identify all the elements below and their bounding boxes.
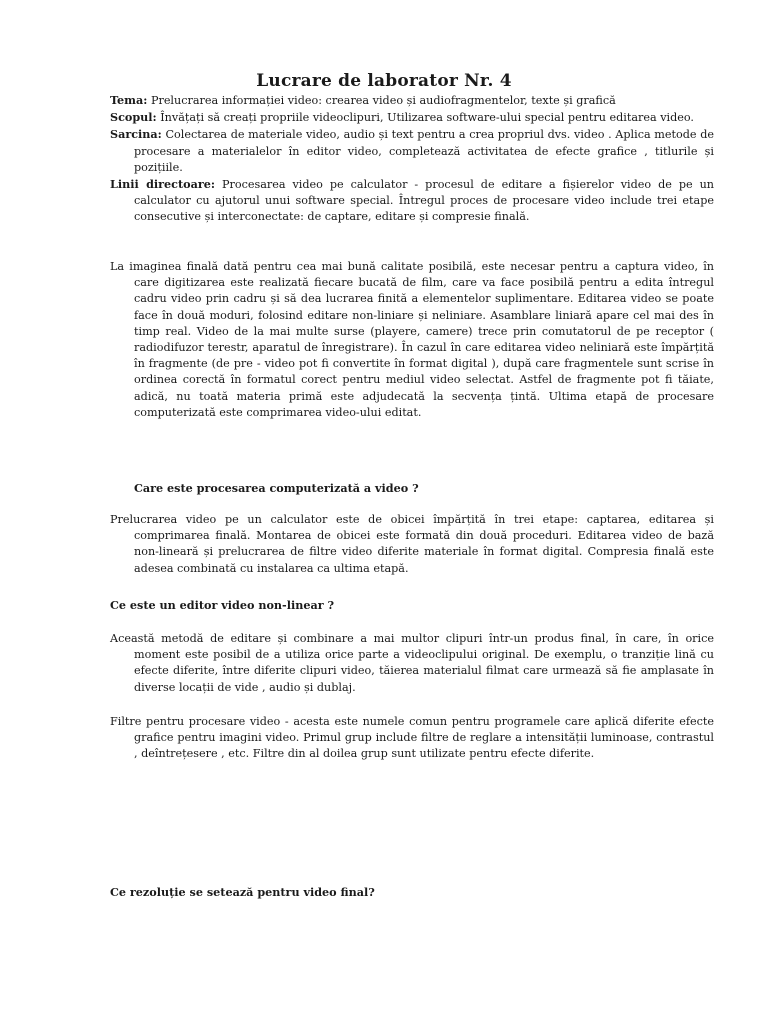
paragraph-filters: Filtre pentru procesare video - acesta este numele comun pentru programele care aplică diferite efecte grafice pentru imagini video. Primul grup include filtre de reglare a intensității luminoase, contrastul , deîntrețesere , etc. Filtre din al doilea grup sunt utilizate pentru efecte diferite. (110, 715, 714, 761)
linii-directoare-text: Procesarea video pe calculator - procesul de editare a fișierelor video de pe un calculator cu ajutorul unui software special. Întregul proces de procesare video include trei etape consecutive și interconectate: de captare, editare și compresie finală. (134, 178, 715, 224)
header-section (110, 92, 714, 226)
tema-text: Prelucrarea informației video: crearea video și audiofragmentelor, texte și grafică (150, 94, 616, 107)
answer-1-block (110, 512, 714, 577)
tema-label: Tema: (110, 93, 148, 107)
answer-2-block (110, 631, 714, 696)
linii-directoare-label: Linii directoare: (110, 177, 215, 192)
page-title: Lucrare de laborator Nr. 4 (256, 71, 512, 91)
paragraph-1: La imaginea finală dată pentru cea mai bună calitate posibilă, este necesar pentru a captura video, în care digitizarea este realizată fiecare bucată de film, care va face posibilă pentru a edita întregul cadru video prin cadru și să dea lucrarea finită a elementelor suplimentare. Editarea video se poate face în două moduri, folosind editare non-liniare și neliniare. Asamblare liniară apare cel mai des în timp real. Video de la mai multe surse (playere, camere) trece prin comutatorul de pe receptor ( radiodifuzor terestr, aparatul de înregistrare). În cazul în care editarea video neliniară este împărțită în fragmente (de pre - video pot fi convertite în format digital ), după care fragmentele sunt scrise în ordinea corectă în formatul corect pentru mediul video selectat. Astfel de fragmente pot fi tăiate, adică, nu toată materia primă este adjudecată la secvența țintă. Ultima etapă de procesare computerizată este comprimarea video-ului editat. (110, 260, 714, 419)
paragraph-editing (110, 259, 714, 421)
question-1-block (110, 480, 714, 496)
scopul-line (110, 109, 714, 126)
tema-line (110, 92, 714, 109)
question-3-block (110, 884, 714, 900)
linii-directoare-line (110, 176, 714, 226)
question-2-block (110, 597, 714, 613)
sarcina-label: Sarcina: (110, 127, 162, 142)
answer-2: Această metodă de editare și combinare a mai multor clipuri într-un produs final, în care, în orice moment este posibil de a utiliza orice parte a videoclipului original. De exemplu, o tranziție lină cu efecte diferite, între diferite clipuri video, tăierea materialul filmat care urmează să fie amplasate în diverse locații de vide , audio și dublaj. (110, 632, 714, 694)
sarcina-text: Colectarea de materiale video, audio și text pentru a crea propriul dvs. video . Aplica metode de procesare a materialelor în editor video, completează activitatea de efecte grafice , titlurile și pozițiile. (134, 128, 714, 174)
scopul-label: Scopul: (110, 110, 157, 125)
question-3: Ce rezoluție se setează pentru video final? (110, 885, 375, 899)
filters-block (110, 714, 714, 763)
question-2: Ce este un editor video non-linear ? (110, 598, 335, 612)
scopul-text: Învățați să creați propriile videoclipuri, Utilizarea software-ului special pentru editarea video. (160, 111, 694, 125)
sarcina-line (110, 126, 714, 176)
answer-1: Prelucrarea video pe un calculator este de obicei împărțită în trei etape: captarea, editarea și comprimarea finală. Montarea de obicei este formată din două proceduri. Editarea video de bază non-lineară și prelucrarea de filtre video diferite materiale în format digital. Compresia finală este adesea combinată cu instalarea ca ultima etapă. (110, 513, 714, 575)
question-1: Care este procesarea computerizată a video ? (134, 481, 419, 495)
